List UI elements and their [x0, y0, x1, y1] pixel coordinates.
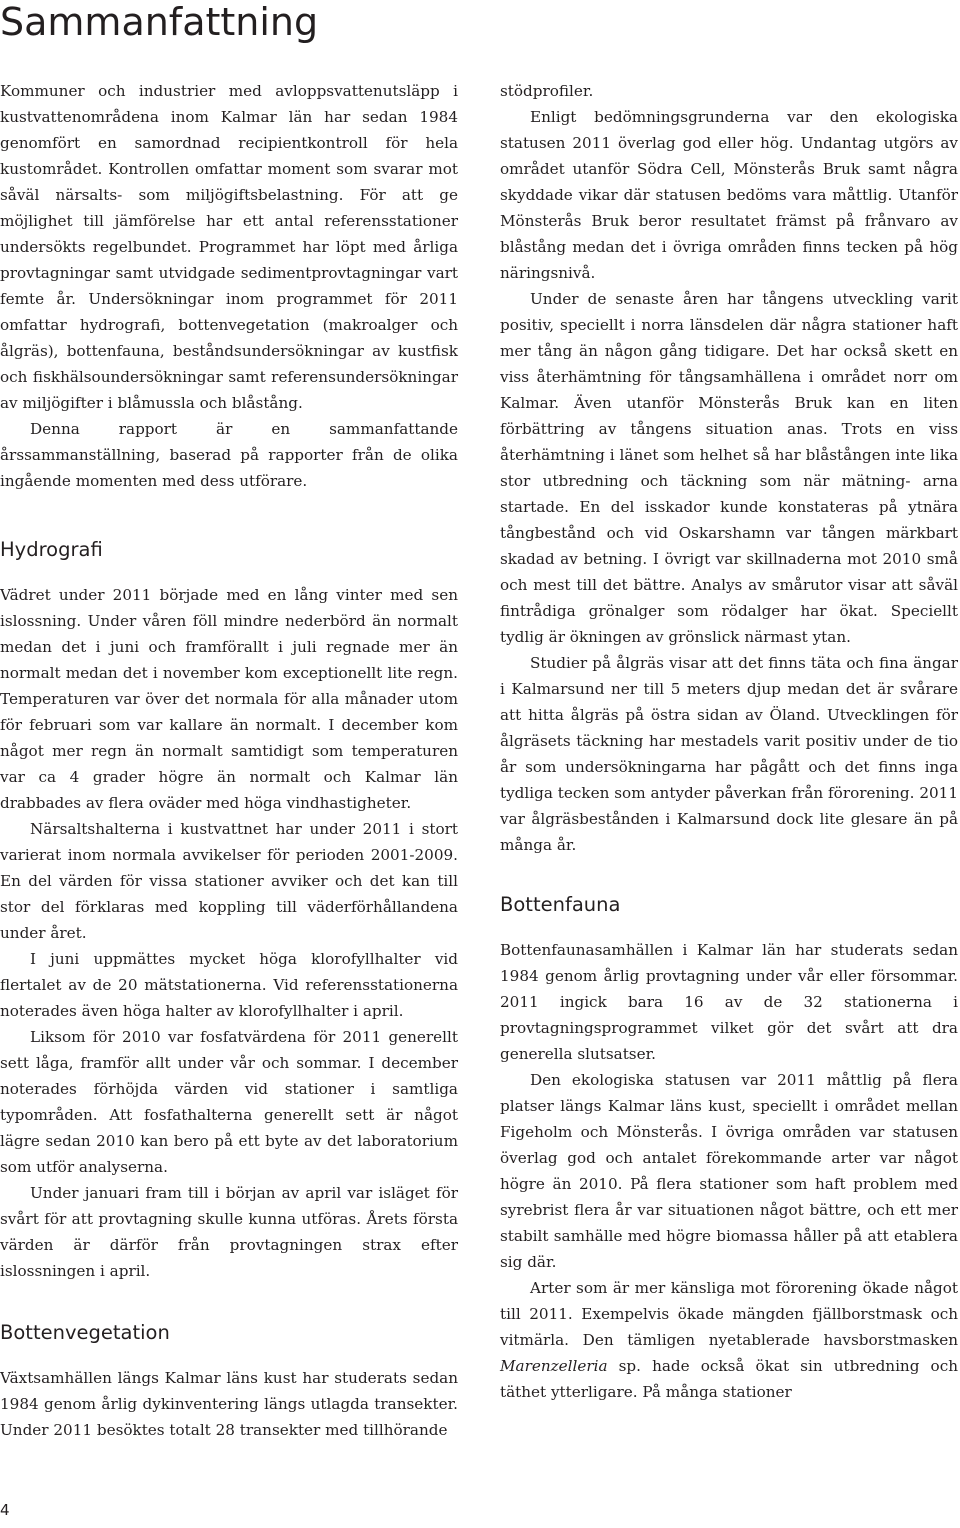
right-column — [500, 78, 958, 1405]
bottenfauna-paragraph-3-tail: sp. hade också ökat sin utbredning och täthet ytterligare. På många stationer — [500, 1357, 958, 1401]
intro-paragraph-1: Kommuner och industrier med avloppsvattenutsläpp i kustvattenområdena inom Kalmar län har sedan 1984 genomfört en samordnad recipientkontroll för hela kustområdet. Kontrollen omfattar moment som svarar mot såväl närsalts- som miljögiftsbelastning. För att ge möjlighet till jämförelse har ett antal referensstationer undersökts regelbundet. Programmet har löpt med årliga provtagningar samt utvidgade sedimentprovtagningar vart femte år. Undersökningar inom programmet för 2011 omfattar hydrografi, bottenvegetation (makroalger och ålgräs), bottenfauna, beståndsundersökningar av kustfisk och fiskhälsoundersökningar samt referensundersökningar av miljögifter i blåmussla och blåstång. — [0, 82, 458, 412]
page-number: 4 — [0, 1501, 10, 1519]
page-title: Sammanfattning — [0, 0, 319, 44]
bottenfauna-paragraph-2: Den ekologiska statusen var 2011 måttlig på flera platser längs Kalmar läns kust, speciellt i området mellan Figeholm och Mönsterås. I övriga områden var statusen överlag god och antalet förekommande arter var något högre än 2010. På flera stationer som haft problem med syrebrist flera år var situationen något bättre, och ett mer stabilt samhälle med högre biomassa håller på att etablera sig där. — [500, 1071, 958, 1271]
bottenvegetation-paragraph-1: Växtsamhällen längs Kalmar läns kust har studerats sedan 1984 genom årlig dykinventering längs utlagda transekter. Under 2011 besöktes totalt 28 transekter med tillhörande — [0, 1369, 458, 1439]
bottenfauna-paragraph-3 — [500, 1275, 958, 1405]
left-column — [0, 78, 458, 1443]
section-heading-hydrografi: Hydrografi — [0, 538, 103, 561]
hydrografi-paragraph-5: Under januari fram till i början av april var isläget för svårt för att provtagning skulle kunna utföras. Årets första värden är därför från provtagningen strax efter islossningen i april. — [0, 1184, 458, 1280]
bottenfauna-paragraph-1: Bottenfaunasamhällen i Kalmar län har studerats sedan 1984 genom årlig provtagning under vår eller försommar. 2011 ingick bara 16 av de 32 stationerna i provtagningsprogrammet vilket gör det svårt att dra generella slutsatser. — [500, 941, 958, 1063]
bottenvegetation-paragraph-2: Enligt bedömningsgrunderna var den ekologiska statusen 2011 överlag god eller hög. Undantag utgörs av området utanför Södra Cell, Mönsterås Bruk samt några skyddade vikar där statusen bedöms vara måttlig. Utanför Mönsterås Bruk beror resultatet främst på frånvaro av blåstång medan det i övriga områden finns tecken på hög näringsnivå. — [500, 108, 958, 282]
bottenvegetation-paragraph-1-continued: stödprofiler. — [500, 82, 594, 100]
hydrografi-paragraph-1: Vädret under 2011 började med en lång vinter med sen islossning. Under våren föll mindre nederbörd än normalt medan det i juni och framförallt i juli regnade mer än normalt medan det i november kom exceptionellt lite regn. Temperaturen var över det normala för alla månader utom för februari som var kallare än normalt. I december kom något mer regn än normalt samtidigt som temperaturen var ca 4 grader högre än normalt och Kalmar län drabbades av flera oväder med höga vindhastigheter. — [0, 586, 458, 812]
hydrografi-paragraph-4: Liksom för 2010 var fosfatvärdena för 2011 generellt sett låga, framför allt under vår och sommar. I december noterades förhöjda värden vid stationer i samtliga typområden. Att fosfathalterna generellt sett är något lägre sedan 2010 kan bero på ett byte av det laboratorium som utför analyserna. — [0, 1028, 458, 1176]
bottenvegetation-paragraph-3: Under de senaste åren har tångens utveckling varit positiv, speciellt i norra länsdelen där några stationer haft mer tång än någon gång tidigare. Det har också skett en viss återhämtning för tångsamhällena i området norr om Kalmar. Även utanför Mönsterås Bruk kan en liten förbättring av tångens situation anas. Trots en viss återhämtning i länet som helhet så har blåstången inte lika stor utbredning och täckning som när mätning- arna startade. En del isskador kunde konstateras på ytnära tångbestånd och vid Oskarshamn var tången märkbart skadad av betning. I övrigt var skillnaderna mot 2010 små och mest till det bättre. Analys av smårutor visar att såväl fintrådiga grönalger som rödalger har ökat. Speciellt tydlig är ökningen av grönslick närmast ytan. — [500, 290, 958, 646]
hydrografi-paragraph-2: Närsaltshalterna i kustvattnet har under 2011 i stort varierat inom normala avvikelser för perioden 2001-2009. En del värden för vissa stationer avviker och det kan till stor del förklaras med koppling till väderförhållandena under året. — [0, 820, 458, 942]
bottenvegetation-paragraph-4: Studier på ålgräs visar att det finns täta och fina ängar i Kalmarsund ner till 5 meters djup medan det är svårare att hitta ålgräs på östra sidan av Öland. Utvecklingen för ålgräsets täckning har mestadels varit positiv under de tio år som undersökningarna har pågått och det finns inga tydliga tecken som antyder påverkan från förorening. 2011 var ålgräsbestånden i Kalmarsund dock lite glesare än på många år. — [500, 654, 958, 854]
section-heading-bottenvegetation: Bottenvegetation — [0, 1321, 170, 1344]
hydrografi-paragraph-3: I juni uppmättes mycket höga klorofyllhalter vid flertalet av de 20 mätstationerna. Vid referensstationerna noterades även höga halter av klorofyllhalter i april. — [0, 950, 458, 1020]
bottenfauna-paragraph-3-text: Arter som är mer känsliga mot förorening ökade något till 2011. Exempelvis ökade mängden fjällborstmask och vitmärla. Den tämligen nyetablerade havsborstmasken — [500, 1279, 958, 1349]
section-heading-bottenfauna: Bottenfauna — [500, 893, 621, 916]
intro-paragraph-2: Denna rapport är en sammanfattande årssammanställning, baserad på rapporter från de olika ingående momenten med dess utförare. — [0, 420, 458, 490]
species-name: Marenzelleria — [500, 1357, 608, 1375]
